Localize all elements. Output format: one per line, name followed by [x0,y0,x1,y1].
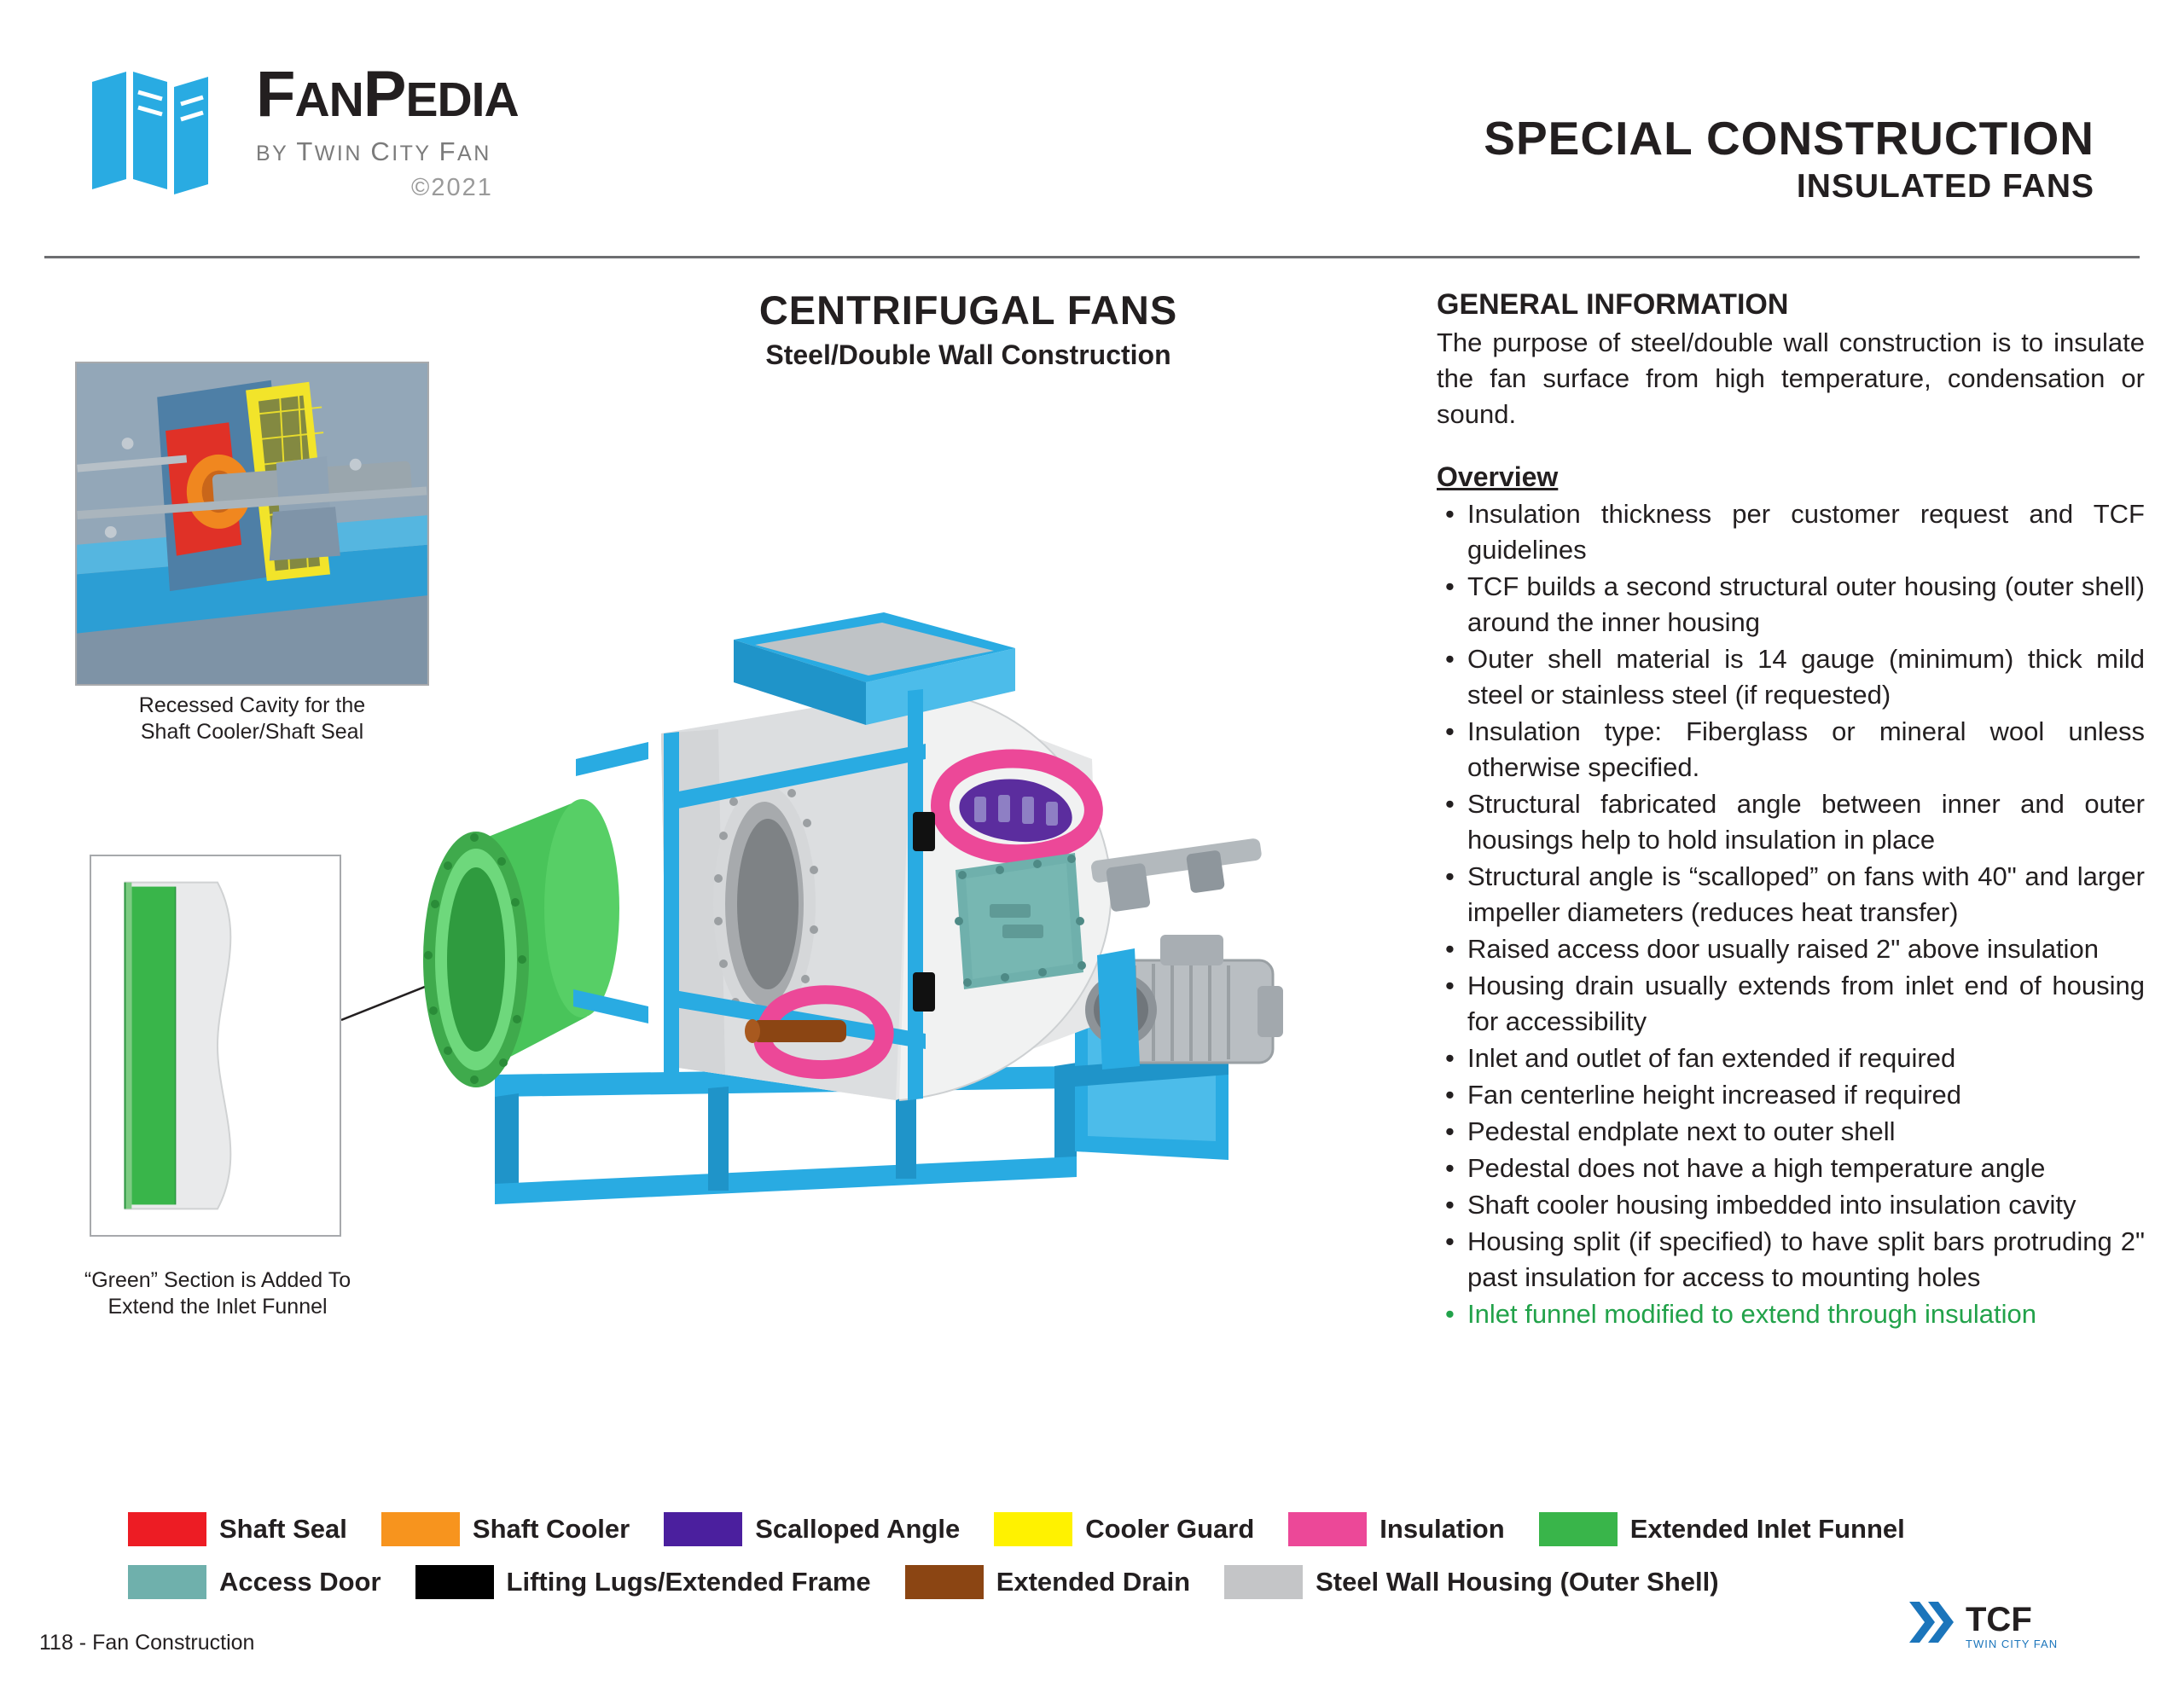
centrifugal-fan-illustration [367,478,1425,1245]
legend-label: Extended Drain [996,1567,1191,1597]
diagram-caption-line2: Extend the Inlet Funnel [107,1295,328,1319]
overview-item: • Structural fabricated angle between inner and outer housings help to hold insulation in place [1437,786,2145,858]
overview-heading: Overview [1437,461,1559,492]
section-subtitle: Steel/Double Wall Construction [765,339,1171,370]
legend-color-swatch [381,1512,460,1546]
legend-row-1 [128,1503,2090,1556]
inlet-funnel-diagram [90,855,341,1237]
legend [128,1503,2090,1609]
legend-color-swatch [1288,1512,1367,1546]
page-header [0,0,2184,256]
svg-text:TWIN CITY FAN: TWIN CITY FAN [1966,1638,2059,1650]
diagram-caption-line1: “Green” Section is Added To [84,1268,351,1292]
extended-inlet-funnel [423,799,619,1087]
legend-label: Cooler Guard [1085,1514,1255,1544]
overview-list [1437,496,2145,1332]
overview-item: • Insulation thickness per customer request and TCF guidelines [1437,496,2145,568]
overview-item: • Inlet funnel modified to extend through insulation [1437,1296,2145,1332]
bearing-support [1097,948,1140,1070]
legend-label: Access Door [219,1567,381,1597]
overview-item: • Structural angle is “scalloped” on fans with 40" and larger impeller diameters (reduces heat transfer) [1437,859,2145,930]
legend-label: Steel Wall Housing (Outer Shell) [1316,1567,1719,1597]
overview-item: • Shaft cooler housing imbedded into insulation cavity [1437,1187,2145,1223]
access-door [955,853,1086,989]
legend-item [664,1512,960,1546]
fanpedia-logo [85,60,682,222]
overview-item: • Fan centerline height increased if required [1437,1077,2145,1113]
svg-text:TCF: TCF [1966,1601,2032,1638]
fanpedia-book-icon [85,67,222,194]
extended-drain [745,1019,846,1043]
legend-row-2 [128,1556,2090,1609]
legend-label: Insulation [1380,1514,1505,1544]
copyright-text: ©2021 [411,174,493,201]
legend-item [128,1512,347,1546]
legend-item [994,1512,1254,1546]
general-info-panel [1437,288,2145,1333]
legend-label: Lifting Lugs/Extended Frame [506,1567,871,1597]
legend-item [415,1565,871,1599]
general-information-body: The purpose of steel/double wall construction is to insulate the fan surface from high temperature, condensation or sound. [1437,328,2145,429]
legend-label: Extended Inlet Funnel [1629,1514,1905,1544]
general-information-heading: GENERAL INFORMATION [1437,288,1789,321]
overview-item: • Pedestal endplate next to outer shell [1437,1114,2145,1150]
legend-item [128,1565,381,1599]
overview-item: • TCF builds a second structural outer housing (outer shell) around the inner housing [1437,569,2145,641]
legend-color-swatch [128,1512,206,1546]
overview-item: • Pedestal does not have a high temperature angle [1437,1151,2145,1186]
footer-page-label: 118 - Fan Construction [39,1631,255,1655]
fanpedia-title: FANPEDIA [256,58,519,130]
legend-color-swatch [128,1565,206,1599]
legend-label: Shaft Seal [219,1514,347,1544]
fanpedia-wordmark [256,60,648,202]
legend-color-swatch [1539,1512,1618,1546]
section-title: CENTRIFUGAL FANS [758,287,1178,333]
tcf-logo [1906,1593,2102,1660]
legend-color-swatch [415,1565,494,1599]
legend-item [381,1512,630,1546]
page-subtitle: INSULATED FANS [1796,168,2094,205]
legend-label: Scalloped Angle [755,1514,961,1544]
fan-base-frame [495,1063,1077,1204]
overview-item: • Raised access door usually raised 2" above insulation [1437,931,2145,967]
legend-item [905,1565,1190,1599]
legend-color-swatch [905,1565,984,1599]
legend-item [1224,1565,1719,1599]
shaft-assembly [1090,838,1263,912]
legend-color-swatch [664,1512,742,1546]
photo-caption-line1: Recessed Cavity for the [138,693,366,717]
header-divider [44,256,2140,258]
inlet-funnel-diagram-graphic [91,856,340,1235]
photo-caption-line2: Shaft Cooler/Shaft Seal [140,720,364,744]
overview-item: • Housing drain usually extends from inlet end of housing for accessibility [1437,968,2145,1040]
diagram-caption [51,1267,384,1320]
legend-label: Shaft Cooler [472,1514,630,1544]
overview-item: • Inlet and outlet of fan extended if required [1437,1041,2145,1076]
legend-color-swatch [994,1512,1072,1546]
page-title: SPECIAL CONSTRUCTION [1484,112,2094,165]
overview-item: • Insulation type: Fiberglass or mineral wool unless otherwise specified. [1437,714,2145,786]
fanpedia-tagline: BY TWIN CITY FAN [256,136,491,166]
legend-item [1288,1512,1504,1546]
legend-color-swatch [1224,1565,1303,1599]
overview-item: • Housing split (if specified) to have split bars protruding 2" past insulation for access to mounting holes [1437,1224,2145,1296]
header-titles [1484,113,2094,206]
legend-item [1539,1512,1905,1546]
overview-item: • Outer shell material is 14 gauge (minimum) thick mild steel or stainless steel (if requested) [1437,641,2145,713]
